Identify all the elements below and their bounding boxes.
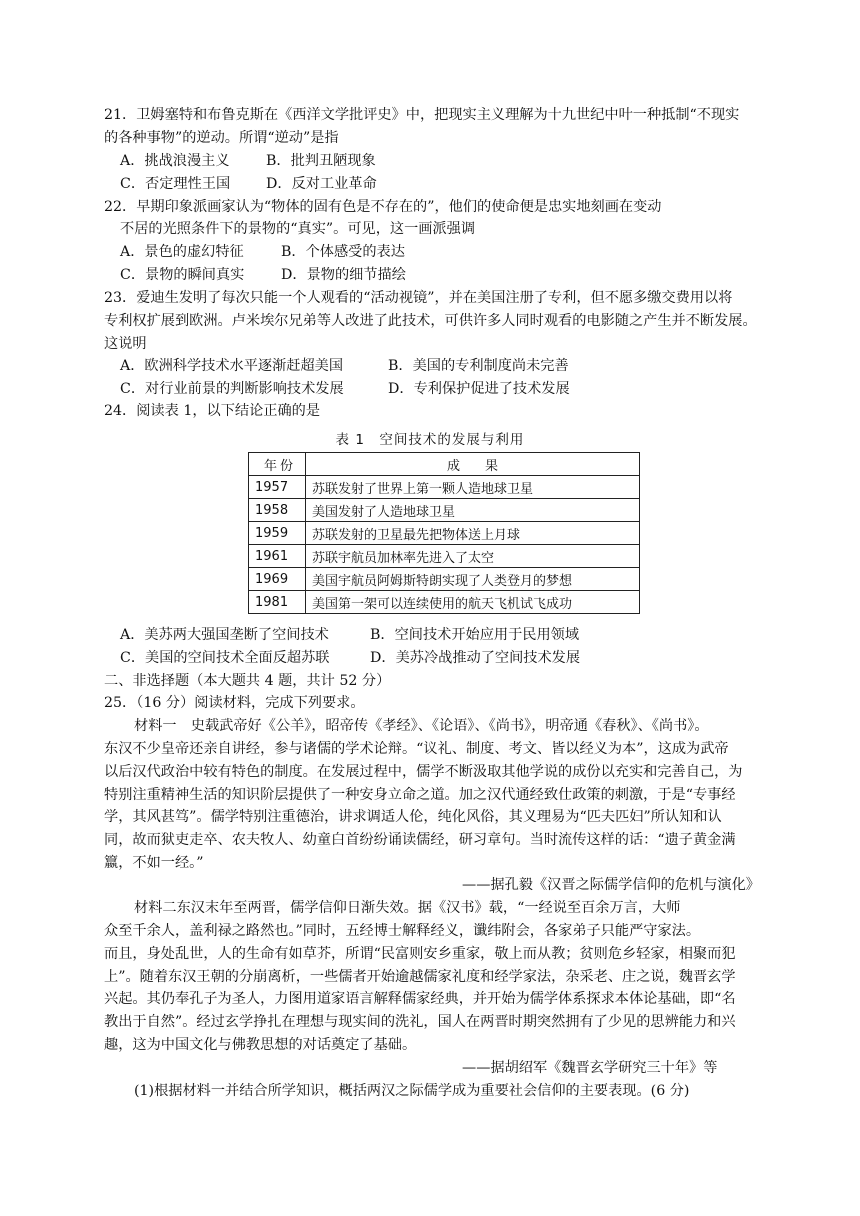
q23-option-a: A．欧洲科学技术水平逐渐赶超美国	[120, 358, 344, 374]
cell-year: 1961	[249, 545, 306, 568]
q23-options-row2	[120, 378, 570, 400]
q22-option-a: A．景色的虚幻特征	[120, 244, 244, 260]
q23-option-c: C．对行业前景的判断影响技术发展	[120, 381, 344, 397]
q21-option-d: D．反对工业革命	[266, 176, 377, 192]
cell-year: 1981	[249, 591, 306, 614]
q24-option-a: A．美苏两大强国垄断了空间技术	[120, 627, 329, 643]
q23-option-d: D．专利保护促进了技术发展	[388, 381, 570, 397]
table-row	[249, 545, 640, 568]
material1-line: 学，其风甚笃”。儒学特别注重德治，讲求调适人伦，纯化风俗，其义理易为“匹夫匹妇”所认知和认	[104, 809, 722, 825]
q25-subquestion-1: (1)根据材料一并结合所学知识，概括两汉之际儒学成为重要社会信仰的主要表现。(6 分)	[134, 1083, 690, 1099]
material2-line: 众至千余人，盖利禄之路然也。”同时，五经博士解释经义，谶纬附会，各家弟子只能严守家法。	[104, 923, 701, 939]
q23-options-row1	[120, 355, 569, 377]
q23-stem-line1: 23．爱迪生发明了每次只能一个人观看的“活动视镜”，并在美国注册了专利，但不愿多缴交费用以将	[104, 290, 733, 306]
cell-achievement: 苏联发射的卫星最先把物体送上月球	[306, 522, 640, 545]
table-row	[249, 476, 640, 499]
q22-stem-line2: 不居的光照条件下的景物的“真实”。可见，这一画派强调	[120, 221, 476, 237]
q23-stem-line2: 专利权扩展到欧洲。卢米埃尔兄弟等人改进了此技术，可供许多人同时观看的电影随之产生并不断发展。	[104, 313, 757, 329]
q22-stem-line1: 22．早期印象派画家认为“物体的固有色是不存在的”，他们的使命便是忠实地刻画在变动	[104, 199, 662, 215]
material1-line: 特别注重精神生活的知识阶层提供了一种安身立命之道。加之汉代通经致仕政策的刺激，于是“专事经	[104, 787, 736, 803]
material1-line: 材料一 史载武帝好《公羊》，昭帝传《孝经》、《论语》、《尚书》，明帝通《春秋》、《尚书》。	[134, 718, 709, 734]
table-row	[249, 591, 640, 614]
q24-options-row2	[120, 647, 581, 669]
material2-source: ——据胡绍军《魏晋玄学研究三十年》等	[462, 1060, 718, 1076]
q21-options-row2	[120, 173, 377, 195]
q21-stem-line1: 21．卫姆塞特和布鲁克斯在《西洋文学批评史》中，把现实主义理解为十九世纪中叶一种抵制“不现实	[104, 107, 740, 123]
material1-line: 以后汉代政治中较有特色的制度。在发展过程中，儒学不断汲取其他学说的成份以充实和完善自己，为	[104, 764, 743, 780]
cell-achievement: 苏联宇航员加林率先进入了太空	[306, 545, 640, 568]
q22-options-row1	[120, 241, 405, 263]
material2-line: 材料二东汉末年至两晋，儒学信仰日渐失效。据《汉书》载，“一经说至百余万言，大师	[134, 900, 681, 916]
cell-year: 1959	[249, 522, 306, 545]
material2-line: 而且，身处乱世，人的生命有如草芥，所谓“民富则安乡重家，敬上而从教；贫则危乡轻家，相聚而犯	[104, 946, 736, 962]
q24-options-row1	[120, 624, 580, 646]
q21-stem-line2: 的各种事物”的逆动。所谓“逆动”是指	[104, 130, 339, 146]
q24-option-b: B．空间技术开始应用于民用领域	[370, 627, 580, 643]
material1-line: 籝，不如一经。”	[104, 855, 204, 871]
material2-line: 趣，这为中国文化与佛教思想的对话奠定了基础。	[104, 1037, 417, 1053]
q21-option-c: C．否定理性王国	[120, 176, 231, 192]
cell-achievement: 苏联发射了世界上第一颗人造地球卫星	[306, 476, 640, 499]
q21-options-row1	[120, 150, 376, 172]
header-achievement: 成 果	[306, 453, 640, 476]
space-tech-table	[248, 452, 640, 614]
q25-stem: 25．（16 分）阅读材料，完成下列要求。	[104, 695, 365, 711]
q23-option-b: B．美国的专利制度尚未完善	[388, 358, 569, 374]
material2-line: 教出于自然”。经过玄学挣扎在理想与现实间的洗礼，国人在两晋时期突然拥有了少见的思辨能力和兴	[104, 1014, 736, 1030]
q24-option-c: C．美国的空间技术全面反超苏联	[120, 650, 330, 666]
cell-year: 1969	[249, 568, 306, 591]
section-2-heading: 二、非选择题（本大题共 4 题，共计 52 分）	[104, 673, 391, 689]
q22-option-d: D．景物的细节描绘	[281, 267, 406, 283]
material1-line: 东汉不少皇帝还亲自讲经，参与诸儒的学术论辩。“议礼、制度、考文、皆以经义为本”，这成为武帝	[104, 741, 729, 757]
cell-year: 1957	[249, 476, 306, 499]
cell-achievement: 美国宇航员阿姆斯特朗实现了人类登月的梦想	[306, 568, 640, 591]
q22-option-b: B．个体感受的表达	[281, 244, 405, 260]
material2-line: 兴起。其仍奉孔子为圣人，力图用道家语言解释儒家经典，并开始为儒学体系探求本体论基础，即“名	[104, 991, 736, 1007]
q21-option-b: B．批判丑陋现象	[266, 153, 376, 169]
material1-line: 同，故而狱吏走卒、农夫牧人、幼童白首纷纷诵读儒经，研习章句。当时流传这样的话：“遗子黄金满	[104, 832, 736, 848]
table-caption: 表 1 空间技术的发展与利用	[335, 432, 525, 448]
header-year: 年份	[249, 453, 306, 476]
cell-achievement: 美国发射了人造地球卫星	[306, 499, 640, 522]
table-row	[249, 522, 640, 545]
q22-option-c: C．景物的瞬间真实	[120, 267, 245, 283]
cell-achievement: 美国第一架可以连续使用的航天飞机试飞成功	[306, 591, 640, 614]
material2-line: 上”。随着东汉王朝的分崩离析，一些儒者开始逾越儒家礼度和经学家法，杂采老、庄之说，魏晋玄学	[104, 969, 736, 985]
q24-stem: 24．阅读表 1，以下结论正确的是	[104, 403, 321, 419]
material1-source: ——据孔毅《汉晋之际儒学信仰的危机与演化》	[462, 877, 760, 893]
q22-options-row2	[120, 264, 406, 286]
cell-year: 1958	[249, 499, 306, 522]
table-header-row	[249, 453, 640, 476]
q23-stem-line3: 这说明	[104, 336, 147, 352]
q21-option-a: A．挑战浪漫主义	[120, 153, 230, 169]
table-row	[249, 568, 640, 591]
table-row	[249, 499, 640, 522]
q24-option-d: D．美苏冷战推动了空间技术发展	[370, 650, 581, 666]
